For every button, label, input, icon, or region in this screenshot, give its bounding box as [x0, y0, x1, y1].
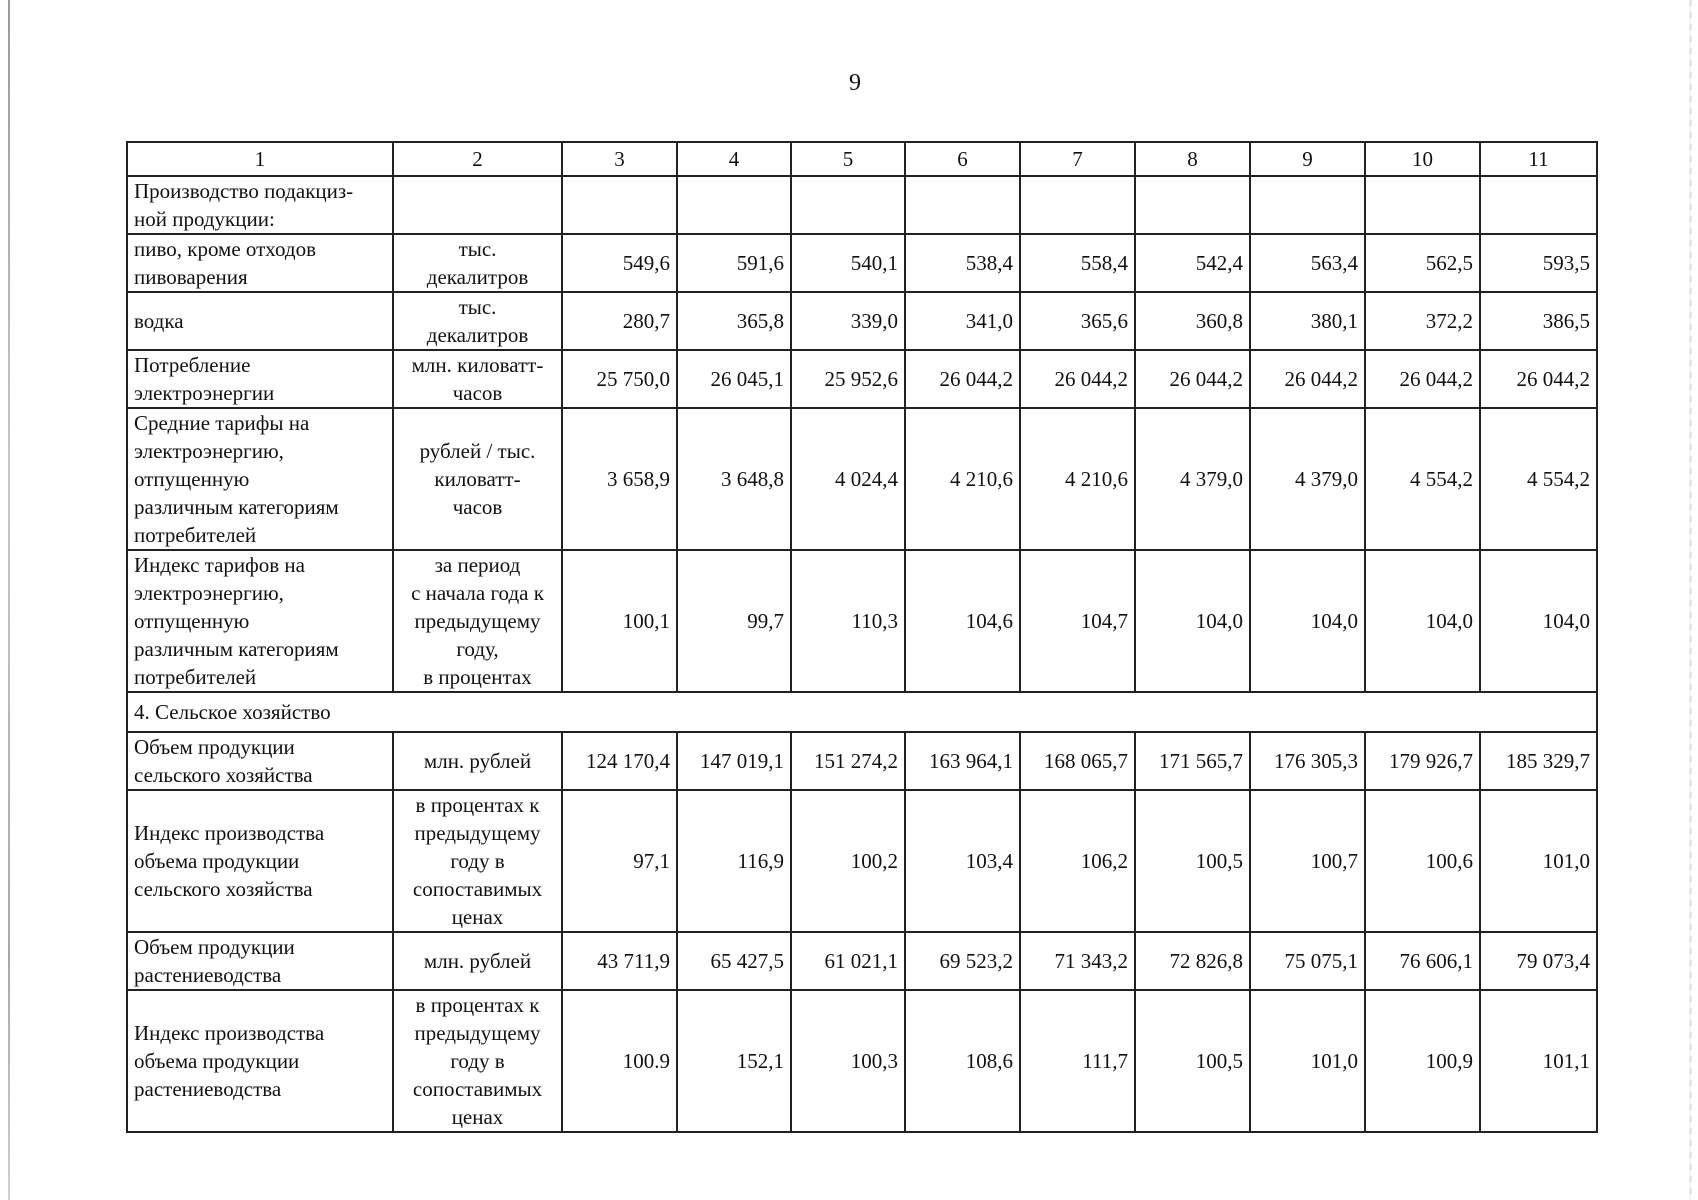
value-cell: 562,5 — [1365, 234, 1480, 292]
text-line: потребителей — [134, 523, 257, 547]
value-cell: 65 427,5 — [677, 932, 791, 990]
value-cell: 101,1 — [1480, 990, 1597, 1132]
indicator-name — [127, 176, 393, 234]
value-cell: 101,0 — [1250, 990, 1365, 1132]
unit-of-measure — [393, 176, 562, 234]
value-cell — [1250, 176, 1365, 234]
value-cell: 110,3 — [791, 550, 905, 692]
text-line: Объем продукции — [134, 935, 295, 959]
unit-of-measure — [393, 932, 562, 990]
section-row — [127, 692, 1597, 732]
text-line: ной продукции: — [134, 207, 275, 231]
value-cell: 26 044,2 — [1250, 350, 1365, 408]
value-cell: 111,7 — [1020, 990, 1135, 1132]
text-line: Индекс производства — [134, 821, 325, 845]
value-cell: 365,8 — [677, 292, 791, 350]
unit-of-measure — [393, 550, 562, 692]
table-row — [127, 932, 1597, 990]
value-cell: 99,7 — [677, 550, 791, 692]
value-cell: 176 305,3 — [1250, 732, 1365, 790]
indicator-name — [127, 408, 393, 550]
text-line: предыдущему — [414, 609, 541, 633]
column-number-row — [127, 142, 1597, 176]
value-cell: 179 926,7 — [1365, 732, 1480, 790]
text-line: декалитров — [426, 265, 529, 289]
value-cell: 538,4 — [905, 234, 1020, 292]
text-line: часов — [452, 381, 503, 405]
value-cell: 3 648,8 — [677, 408, 791, 550]
value-cell: 4 024,4 — [791, 408, 905, 550]
text-line: предыдущему — [414, 821, 541, 845]
value-cell: 163 964,1 — [905, 732, 1020, 790]
value-cell: 4 554,2 — [1480, 408, 1597, 550]
column-number-7: 7 — [1020, 142, 1135, 176]
text-line: году в — [450, 849, 505, 873]
value-cell: 75 075,1 — [1250, 932, 1365, 990]
value-cell: 147 019,1 — [677, 732, 791, 790]
table-row — [127, 790, 1597, 932]
indicator-name — [127, 790, 393, 932]
text-line: Индекс производства — [134, 1021, 325, 1045]
text-line: различным категориям — [134, 637, 339, 661]
text-line: тыс. — [458, 237, 497, 261]
indicator-name — [127, 292, 393, 350]
column-number-4: 4 — [677, 142, 791, 176]
value-cell: 100,5 — [1135, 990, 1250, 1132]
column-number-1: 1 — [127, 142, 393, 176]
text-line: предыдущему — [414, 1021, 541, 1045]
table-row — [127, 550, 1597, 692]
text-line: часов — [452, 495, 503, 519]
scan-edge-left — [8, 0, 10, 1200]
value-cell: 103,4 — [905, 790, 1020, 932]
value-cell — [791, 176, 905, 234]
table-row — [127, 234, 1597, 292]
value-cell: 558,4 — [1020, 234, 1135, 292]
text-line: Средние тарифы на — [134, 411, 310, 435]
value-cell: 26 044,2 — [1480, 350, 1597, 408]
text-line: с начала года к — [411, 581, 544, 605]
unit-of-measure — [393, 408, 562, 550]
text-line: Потребление — [134, 353, 251, 377]
column-number-11: 11 — [1480, 142, 1597, 176]
table-row — [127, 350, 1597, 408]
value-cell: 61 021,1 — [791, 932, 905, 990]
text-line: в процентах к — [415, 793, 540, 817]
indicator-name — [127, 350, 393, 408]
value-cell: 25 952,6 — [791, 350, 905, 408]
value-cell: 100,1 — [562, 550, 677, 692]
table-row — [127, 732, 1597, 790]
value-cell: 71 343,2 — [1020, 932, 1135, 990]
value-cell: 25 750,0 — [562, 350, 677, 408]
value-cell: 104,0 — [1480, 550, 1597, 692]
value-cell: 100,3 — [791, 990, 905, 1132]
unit-of-measure — [393, 350, 562, 408]
table-row — [127, 408, 1597, 550]
value-cell: 100,9 — [1365, 990, 1480, 1132]
value-cell: 100,6 — [1365, 790, 1480, 932]
value-cell — [677, 176, 791, 234]
value-cell: 549,6 — [562, 234, 677, 292]
value-cell: 3 658,9 — [562, 408, 677, 550]
value-cell: 97,1 — [562, 790, 677, 932]
text-line: году, — [456, 637, 499, 661]
value-cell: 168 065,7 — [1020, 732, 1135, 790]
value-cell — [562, 176, 677, 234]
text-line: Производство подакциз- — [134, 179, 354, 203]
text-line: Индекс тарифов на — [134, 553, 305, 577]
value-cell: 540,1 — [791, 234, 905, 292]
value-cell: 69 523,2 — [905, 932, 1020, 990]
value-cell: 365,6 — [1020, 292, 1135, 350]
text-line: электроэнергию, — [134, 581, 284, 605]
value-cell: 4 210,6 — [905, 408, 1020, 550]
text-line: отпущенную — [134, 467, 250, 491]
text-line: в процентах — [423, 665, 532, 689]
text-line: водка — [134, 309, 184, 333]
unit-of-measure — [393, 732, 562, 790]
value-cell: 341,0 — [905, 292, 1020, 350]
indicator-name — [127, 550, 393, 692]
column-number-6: 6 — [905, 142, 1020, 176]
table-row — [127, 176, 1597, 234]
value-cell: 100,7 — [1250, 790, 1365, 932]
text-line: объема продукции — [134, 849, 300, 873]
value-cell: 593,5 — [1480, 234, 1597, 292]
text-line: млн. рублей — [423, 949, 532, 973]
text-line: ценах — [451, 905, 504, 929]
text-line: рублей / тыс. — [419, 439, 536, 463]
value-cell: 104,7 — [1020, 550, 1135, 692]
text-line: пиво, кроме отходов — [134, 237, 317, 261]
column-number-10: 10 — [1365, 142, 1480, 176]
text-line: объема продукции — [134, 1049, 300, 1073]
text-line: электроэнергию, — [134, 439, 284, 463]
value-cell: 185 329,7 — [1480, 732, 1597, 790]
table-row — [127, 292, 1597, 350]
value-cell: 4 379,0 — [1250, 408, 1365, 550]
value-cell: 100,5 — [1135, 790, 1250, 932]
text-line: отпущенную — [134, 609, 250, 633]
value-cell: 100,2 — [791, 790, 905, 932]
value-cell: 26 044,2 — [1365, 350, 1480, 408]
text-line: растениеводства — [134, 1077, 282, 1101]
column-number-2: 2 — [393, 142, 562, 176]
value-cell — [1020, 176, 1135, 234]
value-cell: 4 554,2 — [1365, 408, 1480, 550]
value-cell: 152,1 — [677, 990, 791, 1132]
table-body — [127, 176, 1597, 1132]
text-line: сельского хозяйства — [134, 763, 313, 787]
text-line: различным категориям — [134, 495, 339, 519]
section-title: 4. Сельское хозяйство — [127, 692, 1597, 732]
value-cell: 386,5 — [1480, 292, 1597, 350]
indicator-name — [127, 732, 393, 790]
value-cell: 43 711,9 — [562, 932, 677, 990]
value-cell: 26 044,2 — [1135, 350, 1250, 408]
value-cell: 124 170,4 — [562, 732, 677, 790]
value-cell: 372,2 — [1365, 292, 1480, 350]
unit-of-measure — [393, 990, 562, 1132]
value-cell: 4 379,0 — [1135, 408, 1250, 550]
value-cell: 380,1 — [1250, 292, 1365, 350]
value-cell: 563,4 — [1250, 234, 1365, 292]
unit-of-measure — [393, 292, 562, 350]
value-cell: 104,0 — [1135, 550, 1250, 692]
text-line: электроэнергии — [134, 381, 275, 405]
column-number-9: 9 — [1250, 142, 1365, 176]
text-line: сопоставимых — [412, 1077, 543, 1101]
text-line: за период — [434, 553, 521, 577]
value-cell: 280,7 — [562, 292, 677, 350]
indicator-name — [127, 990, 393, 1132]
indicator-name — [127, 234, 393, 292]
text-line: Объем продукции — [134, 735, 295, 759]
indicator-name — [127, 932, 393, 990]
value-cell: 26 044,2 — [1020, 350, 1135, 408]
value-cell: 360,8 — [1135, 292, 1250, 350]
value-cell: 108,6 — [905, 990, 1020, 1132]
table-row — [127, 990, 1597, 1132]
value-cell: 339,0 — [791, 292, 905, 350]
text-line: киловатт- — [434, 467, 521, 491]
value-cell: 72 826,8 — [1135, 932, 1250, 990]
value-cell: 591,6 — [677, 234, 791, 292]
value-cell — [1365, 176, 1480, 234]
unit-of-measure — [393, 234, 562, 292]
text-line: млн. киловатт- — [411, 353, 544, 377]
column-number-5: 5 — [791, 142, 905, 176]
scan-edge-right — [1689, 0, 1692, 1200]
text-line: году в — [450, 1049, 505, 1073]
value-cell: 171 565,7 — [1135, 732, 1250, 790]
indicators-table — [126, 141, 1598, 1133]
text-line: пивоварения — [134, 265, 248, 289]
text-line: в процентах к — [415, 993, 540, 1017]
value-cell: 79 073,4 — [1480, 932, 1597, 990]
text-line: потребителей — [134, 665, 257, 689]
text-line: декалитров — [426, 323, 529, 347]
text-line: растениеводства — [134, 963, 282, 987]
text-line: ценах — [451, 1105, 504, 1129]
value-cell: 26 044,2 — [905, 350, 1020, 408]
value-cell: 76 606,1 — [1365, 932, 1480, 990]
value-cell — [1480, 176, 1597, 234]
value-cell — [905, 176, 1020, 234]
value-cell: 542,4 — [1135, 234, 1250, 292]
value-cell: 104,0 — [1250, 550, 1365, 692]
value-cell: 104,0 — [1365, 550, 1480, 692]
column-number-8: 8 — [1135, 142, 1250, 176]
text-line: сельского хозяйства — [134, 877, 313, 901]
value-cell: 116,9 — [677, 790, 791, 932]
value-cell: 104,6 — [905, 550, 1020, 692]
unit-of-measure — [393, 790, 562, 932]
value-cell — [1135, 176, 1250, 234]
value-cell: 101,0 — [1480, 790, 1597, 932]
value-cell: 100.9 — [562, 990, 677, 1132]
value-cell: 4 210,6 — [1020, 408, 1135, 550]
text-line: тыс. — [458, 295, 497, 319]
page-number: 9 — [849, 70, 861, 96]
text-line: млн. рублей — [423, 749, 532, 773]
column-number-3: 3 — [562, 142, 677, 176]
text-line: сопоставимых — [412, 877, 543, 901]
value-cell: 151 274,2 — [791, 732, 905, 790]
value-cell: 26 045,1 — [677, 350, 791, 408]
value-cell: 106,2 — [1020, 790, 1135, 932]
